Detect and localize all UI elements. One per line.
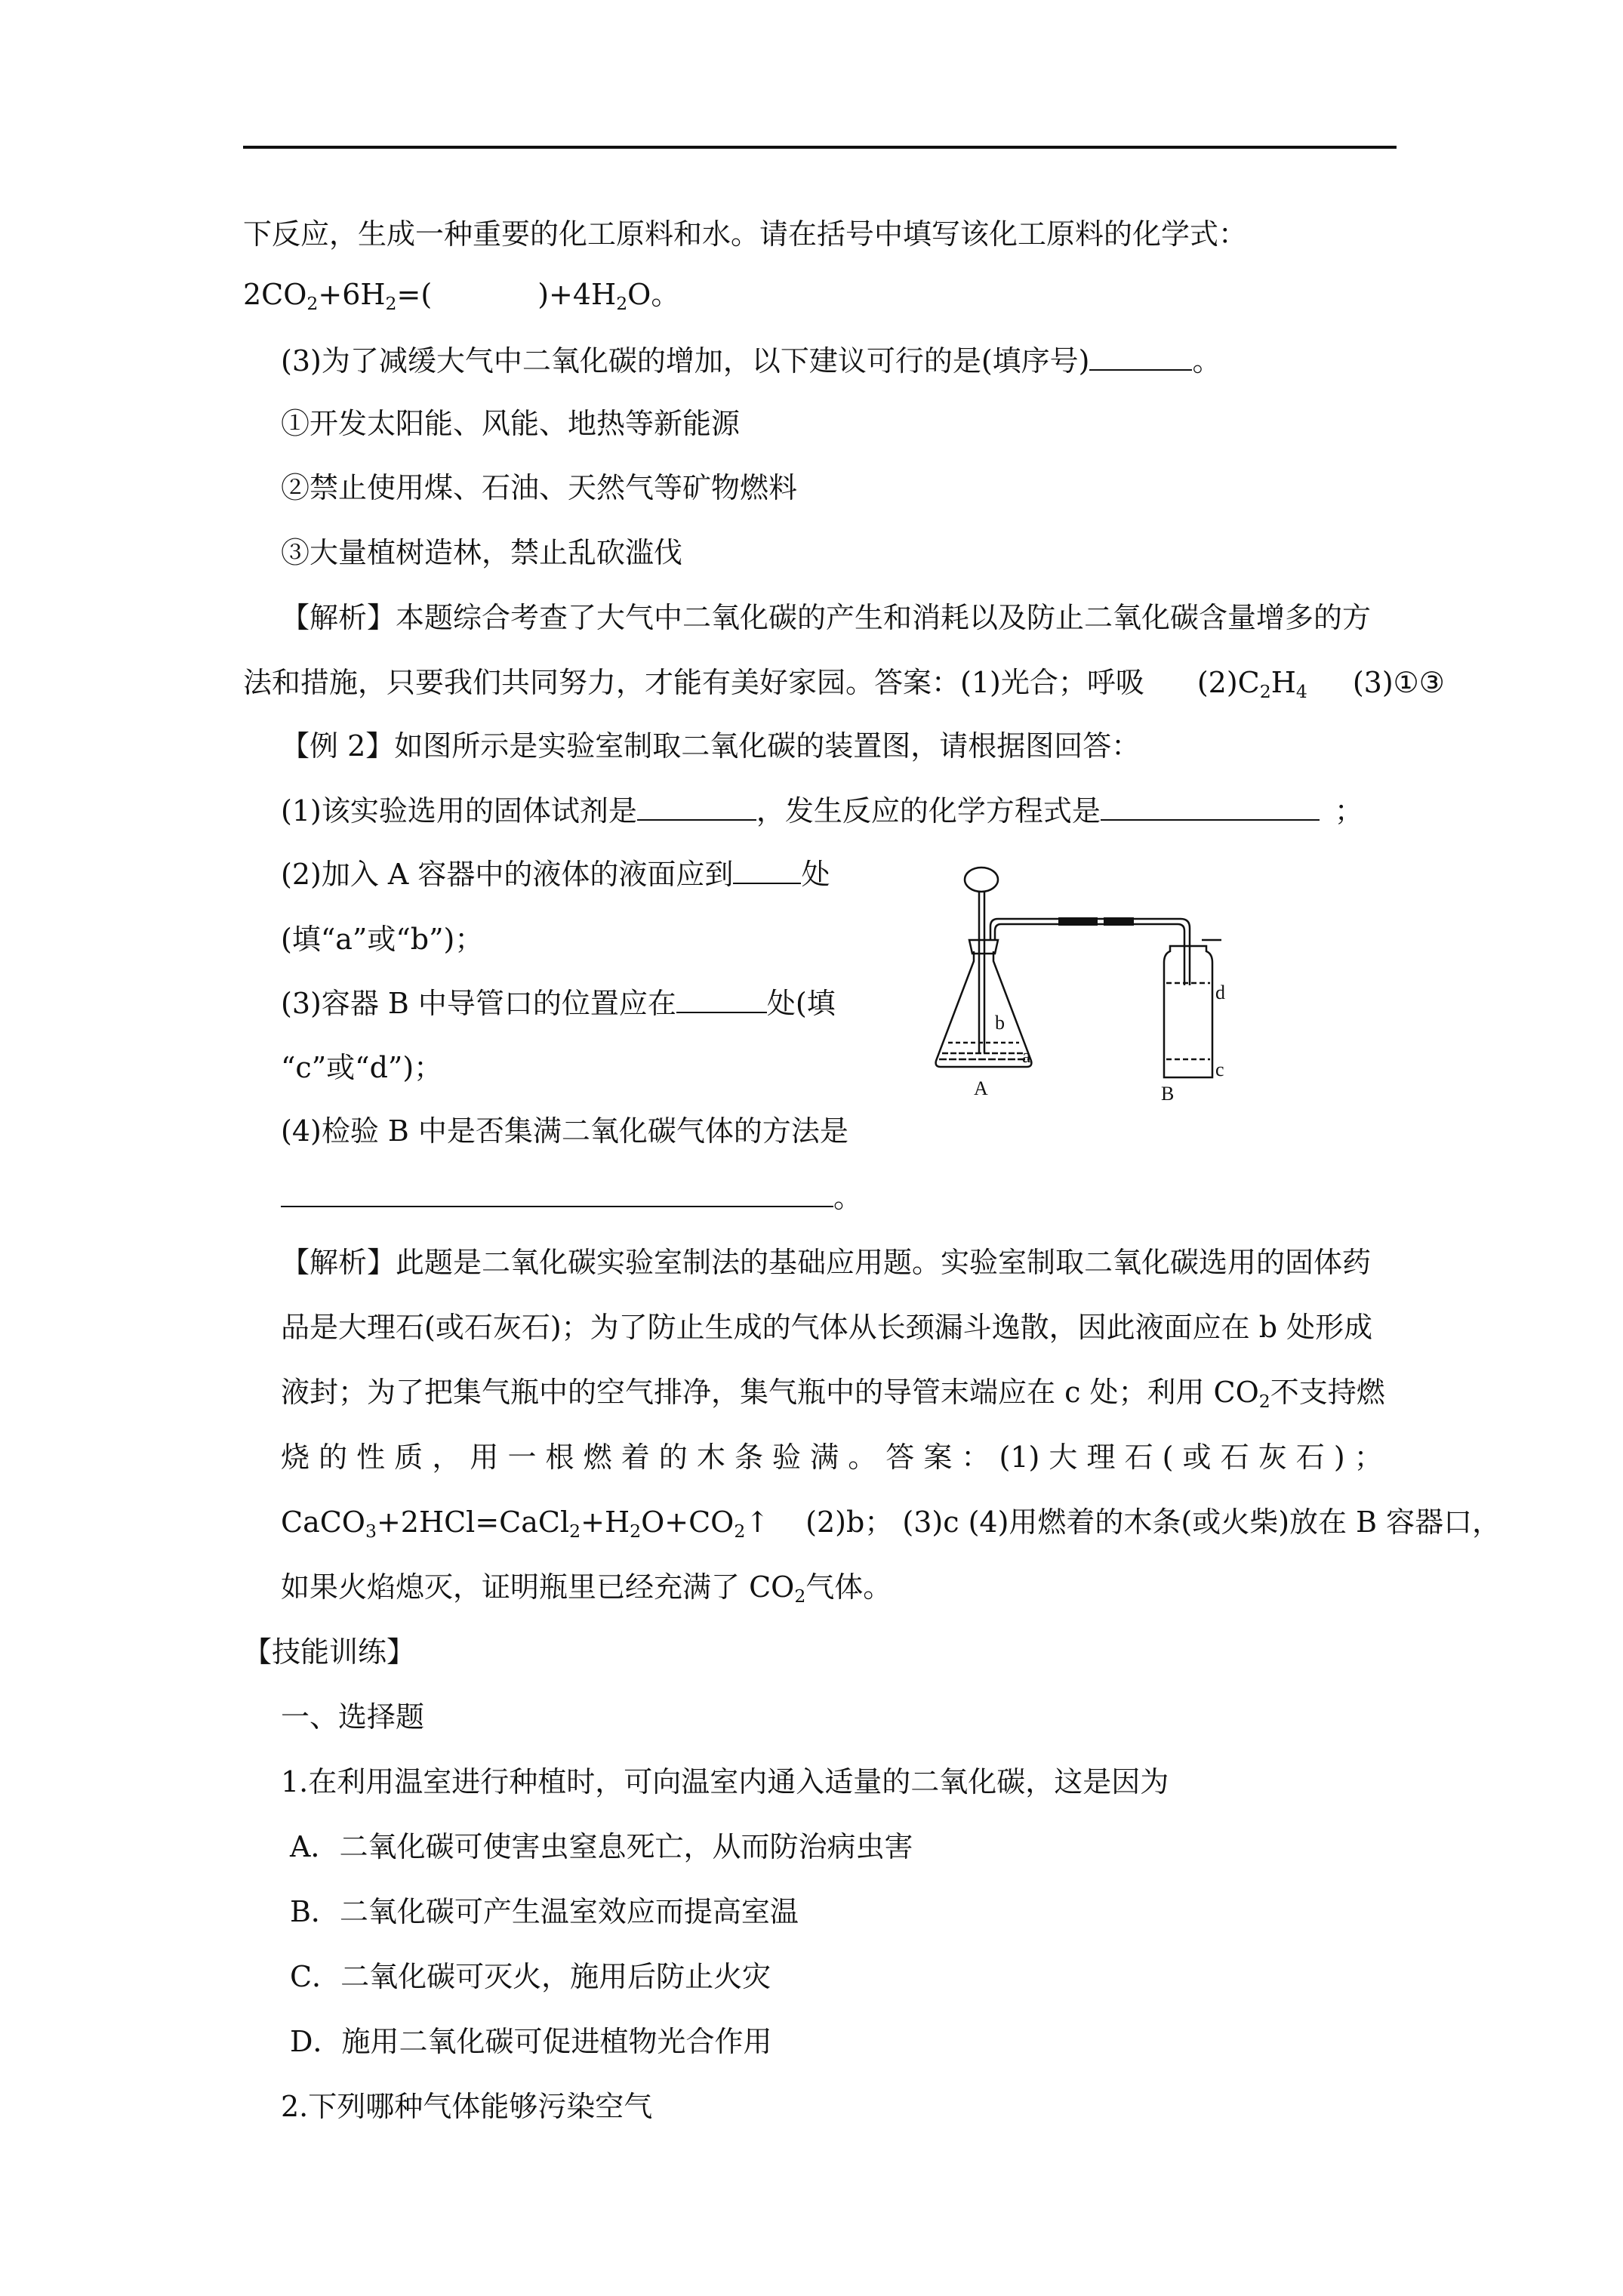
eq-text: =( [396, 278, 433, 311]
analysis2-line4: 烧 的 性 质 ， 用 一 根 燃 着 的 木 条 验 满 。 答 案 ： (1) 大 理 石 ( 或 石 灰 石 ) ； [281, 1441, 1383, 1474]
question-text: 。 [833, 1181, 863, 1214]
analysis2-line3 [281, 1374, 1385, 1413]
skills-q1-option-d: D．施用二氧化碳可促进植物光合作用 [290, 2025, 772, 2058]
subscript: 2 [734, 1521, 746, 1542]
label-a: a [1022, 1045, 1031, 1067]
skills-q1-option-a: A．二氧化碳可使害虫窒息死亡，从而防治病虫害 [290, 1830, 913, 1863]
stem-text: (3)为了减缓大气中二氧化碳的增加，以下建议可行的是(填序号) [281, 344, 1090, 378]
eq-text: +2HCl=CaCl [376, 1505, 570, 1539]
q1-cont-line: 下反应，生成一种重要的化工原料和水。请在括号中填写该化工原料的化学式： [243, 217, 1248, 251]
analysis2-line6 [281, 1569, 892, 1605]
up-arrow: ↑ [745, 1505, 770, 1539]
question-text: 处 [801, 858, 830, 891]
q1-part3-stem [281, 343, 1221, 379]
delivery-tube-inner [995, 924, 1184, 985]
eq-text: 2CO [243, 278, 307, 311]
eq-text: CaCO [281, 1505, 365, 1539]
delivery-tube-outer [990, 919, 1190, 985]
header-rule [243, 146, 1397, 149]
label-B: B [1161, 1083, 1175, 1105]
analysis-text: (2)C [1196, 666, 1260, 699]
analysis2-line1: 【解析】此题是二氧化碳实验室制法的基础应用题。实验室制取二氧化碳选用的固体药 [281, 1246, 1372, 1279]
skills-title: 【技能训练】 [243, 1635, 416, 1669]
analysis-text: 不支持燃 [1270, 1376, 1385, 1409]
question-text: (1)该实验选用的固体试剂是 [281, 794, 637, 827]
example2-q4: (4)检验 B 中是否集满二氧化碳气体的方法是 [281, 1114, 848, 1148]
analysis-text: (3)①③ [1352, 666, 1445, 699]
analysis-text: H [1270, 666, 1296, 699]
stem-end: 。 [1192, 344, 1221, 378]
subscript: 2 [794, 1586, 806, 1607]
skills-q1: 1.在利用温室进行种植时，可向温室内通入适量的二氧化碳，这是因为 [281, 1765, 1169, 1798]
funnel-stem [979, 891, 984, 1053]
answer-blank[interactable] [281, 1180, 833, 1207]
skills-q2: 2.下列哪种气体能够污染空气 [281, 2090, 653, 2123]
analysis-text: 法和措施，只要我们共同努力，才能有美好家园。答案：(1)光合；呼吸 [243, 666, 1144, 699]
subscript: 3 [365, 1521, 377, 1542]
answer-blank[interactable] [1089, 344, 1192, 371]
answer-blank[interactable] [637, 794, 756, 821]
question-text: ，发生反应的化学方程式是 [756, 794, 1101, 827]
example2-q1 [281, 793, 1363, 829]
subscript: 2 [306, 293, 319, 315]
analysis-text: (2)b； (3)c (4)用燃着的木条(或火柴)放在 B 容器口， [805, 1505, 1501, 1539]
funnel-bulb [965, 868, 998, 892]
example2-q3 [281, 985, 836, 1022]
eq-text: +6H [318, 278, 386, 311]
example2-q3-hint: “c”或“d”)； [281, 1051, 443, 1084]
example2-title: 【例 2】如图所示是实验室制取二氧化碳的装置图，请根据图回答： [281, 729, 1141, 763]
subscript: 2 [1258, 1391, 1270, 1413]
eq-text: )+4H [537, 278, 617, 311]
skills-q1-option-c: C．二氧化碳可灭火，施用后防止火灾 [290, 1960, 771, 1993]
subscript: 4 [1295, 681, 1307, 703]
example2-q2-hint: (填“a”或“b”)； [281, 923, 484, 956]
analysis1-line1: 【解析】本题综合考查了大气中二氧化碳的产生和消耗以及防止二氧化碳含量增多的方 [281, 601, 1372, 634]
analysis2-line5 [281, 1504, 1501, 1540]
label-b: b [995, 1012, 1005, 1034]
question-text: 处(填 [766, 987, 836, 1020]
answer-blank[interactable] [733, 857, 801, 884]
analysis1-line2 [243, 664, 1445, 701]
answer-blank[interactable] [676, 986, 767, 1013]
answer-blank[interactable] [1101, 794, 1320, 821]
option-3: ③大量植树造林，禁止乱砍滥伐 [281, 536, 683, 569]
question-text: (2)加入 A 容器中的液体的液面应到 [281, 858, 734, 891]
question-text: (3)容器 B 中导管口的位置应在 [281, 987, 676, 1020]
q1-equation [243, 276, 679, 313]
subscript: 2 [616, 293, 628, 315]
option-2: ②禁止使用煤、石油、天然气等矿物燃料 [281, 471, 798, 504]
apparatus-diagram [915, 864, 1247, 1114]
option-1: ①开发太阳能、风能、地热等新能源 [281, 407, 741, 440]
example2-q2 [281, 856, 830, 892]
eq-text: O。 [627, 278, 680, 311]
analysis-text: 液封；为了把集气瓶中的空气排净，集气瓶中的导管末端应在 c 处；利用 CO [281, 1376, 1259, 1409]
rubber-connector [1058, 917, 1098, 926]
label-d: d [1215, 982, 1225, 1003]
label-A: A [974, 1077, 988, 1099]
analysis-text: 气体。 [805, 1570, 892, 1604]
skills-q1-option-b: B．二氧化碳可产生温室效应而提高室温 [290, 1895, 799, 1928]
section-title: 一、选择题 [281, 1700, 425, 1734]
rubber-connector [1104, 917, 1134, 926]
eq-text: O+CO [641, 1505, 735, 1539]
analysis2-line2: 品是大理石(或石灰石)；为了防止生成的气体从长颈漏斗逸散，因此液面应在 b 处形成 [281, 1311, 1373, 1344]
subscript: 2 [630, 1521, 642, 1542]
subscript: 2 [569, 1521, 581, 1542]
subscript: 2 [385, 293, 397, 315]
question-text: ； [1334, 794, 1363, 827]
gas-jar [1164, 946, 1212, 1077]
analysis-text: 如果火焰熄灭，证明瓶里已经充满了 CO [281, 1570, 795, 1604]
label-c: c [1215, 1059, 1224, 1080]
example2-q4-blank [281, 1179, 862, 1216]
eq-text: +H [581, 1505, 630, 1539]
subscript: 2 [1259, 681, 1271, 703]
